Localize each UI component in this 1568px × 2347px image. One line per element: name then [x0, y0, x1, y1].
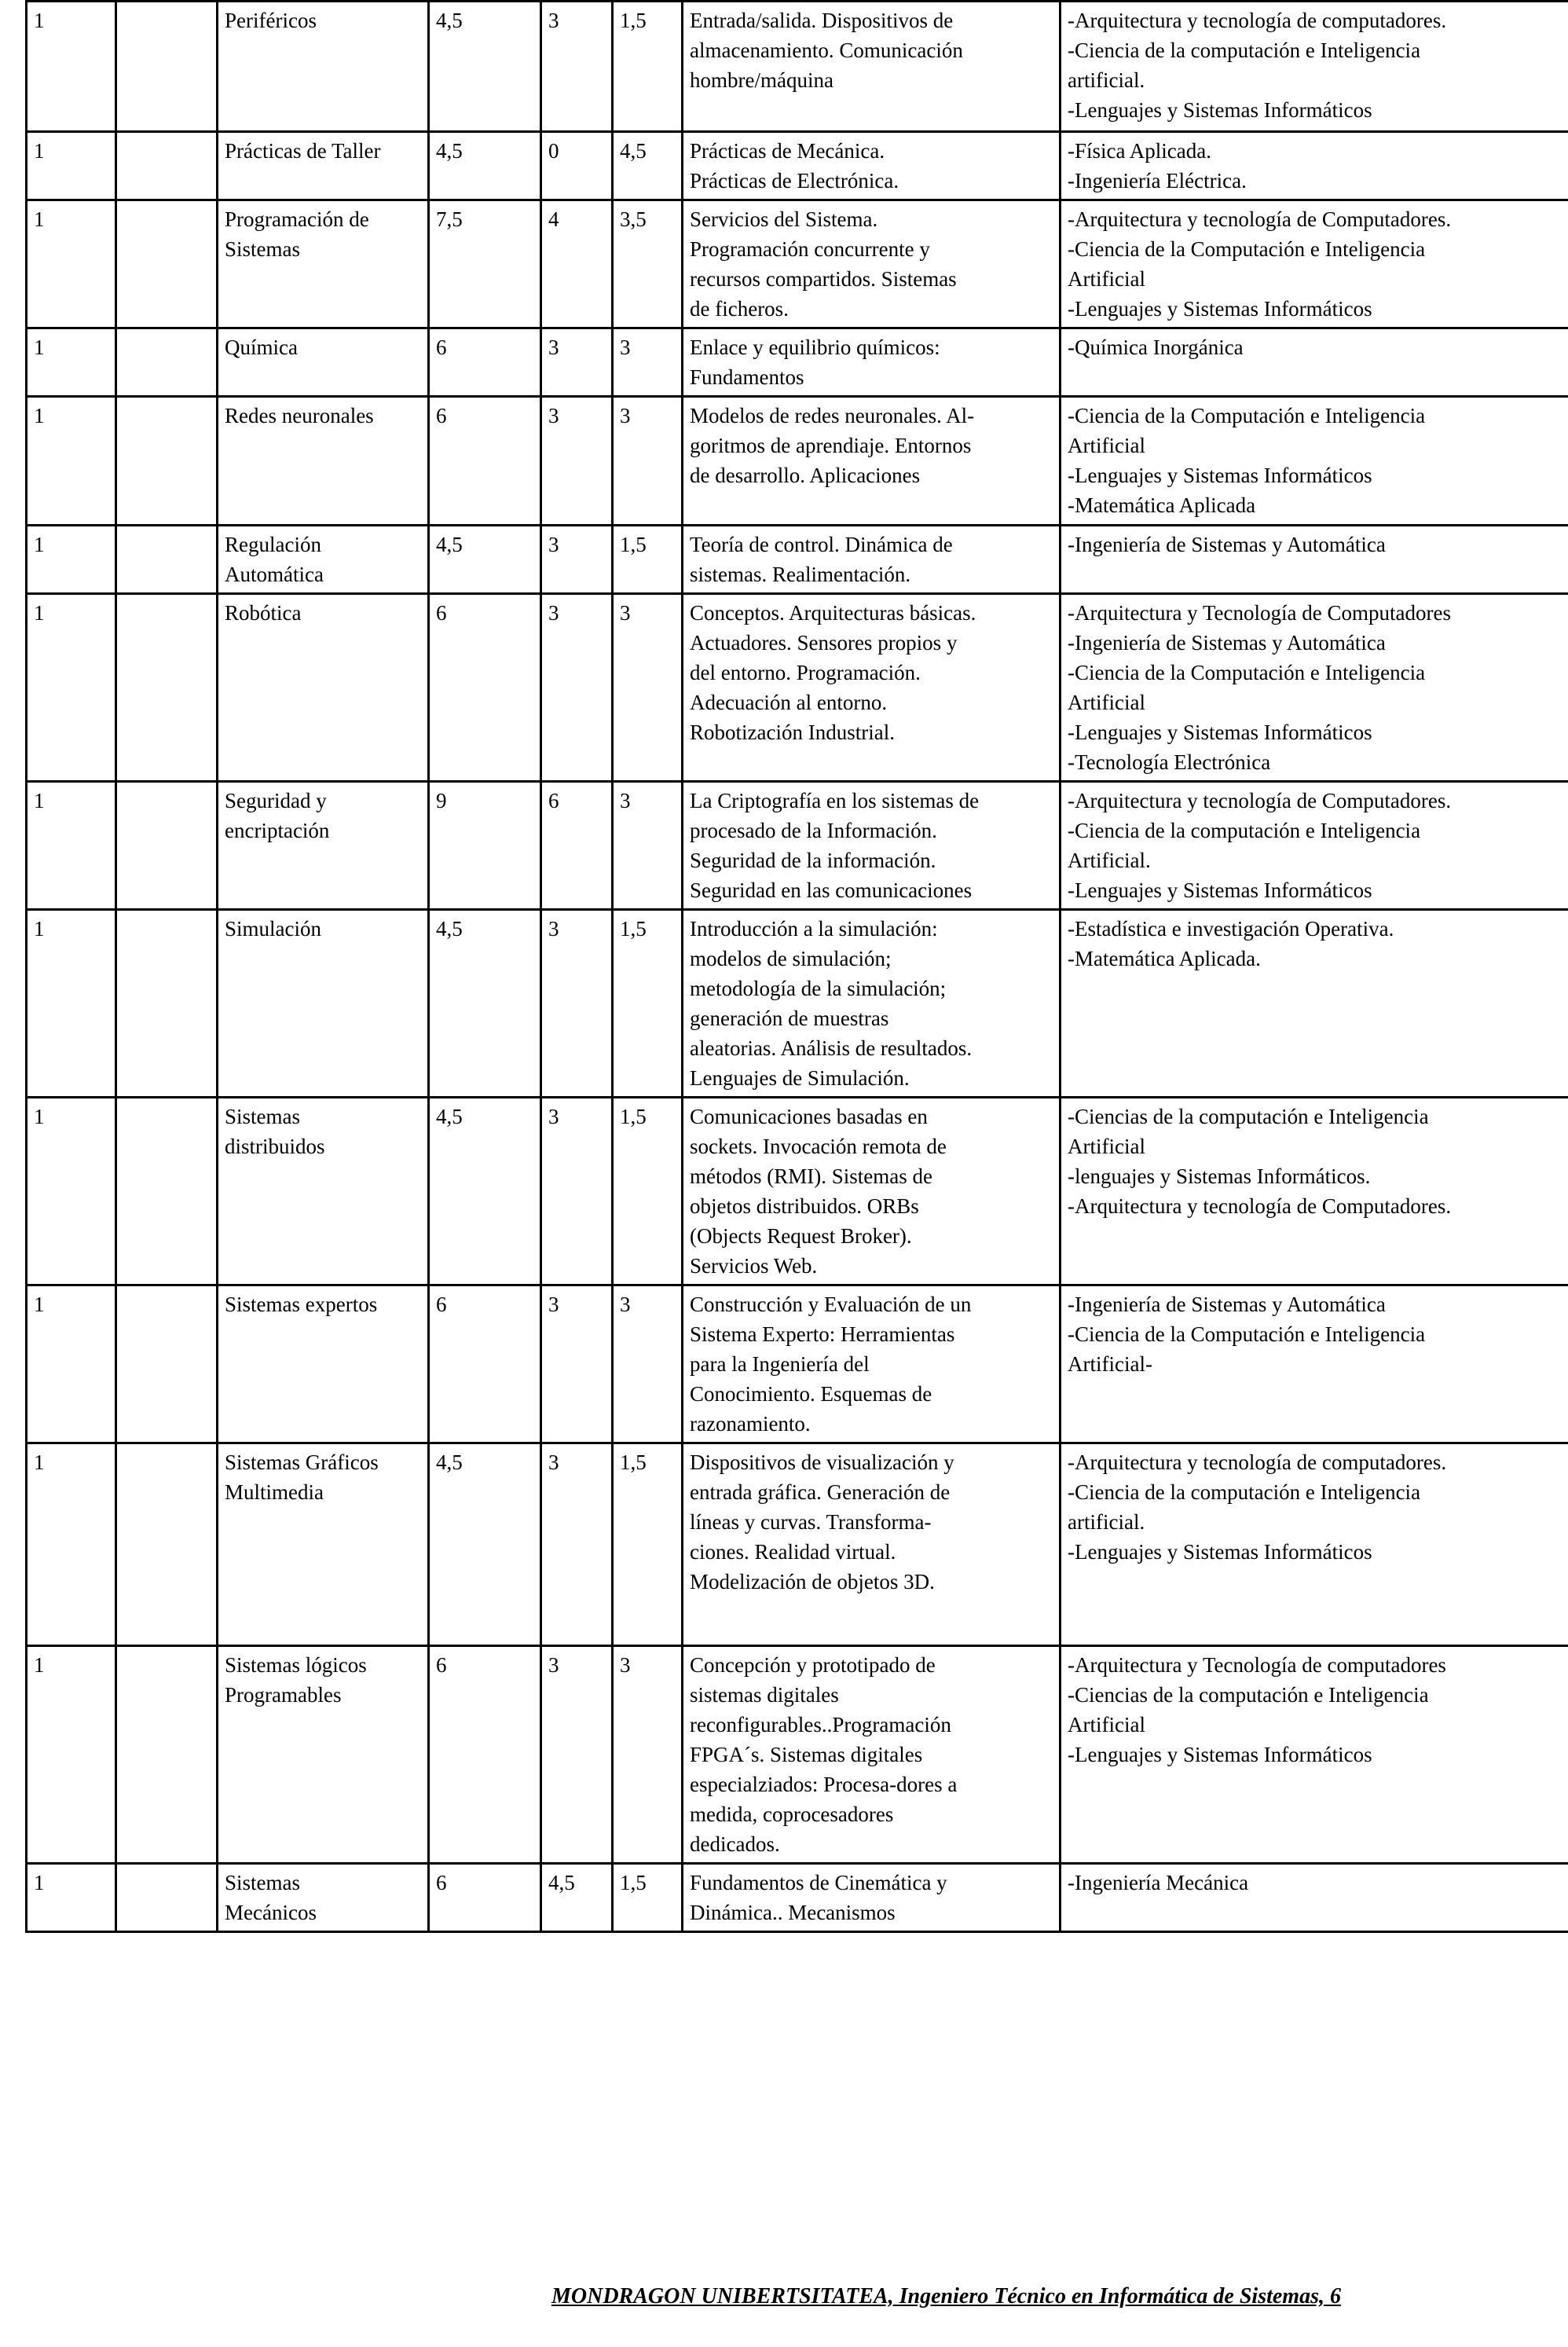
departments-cell — [1061, 132, 1568, 200]
subject-cell — [218, 526, 429, 594]
course-table-body — [27, 2, 1568, 1932]
cell-line: -Lenguajes y Sistemas Informáticos — [1068, 1540, 1372, 1564]
cell-line: almacenamiento. Comunicación — [690, 39, 963, 62]
cell-line: Enlace y equilibrio químicos: — [690, 336, 940, 359]
credits-cell: 6 — [429, 594, 541, 782]
cell-line: sistemas. Realimentación. — [690, 563, 911, 586]
theory-credits-cell: 3 — [541, 1646, 613, 1864]
table-row — [27, 397, 1568, 526]
level-cell: 1 — [27, 526, 116, 594]
theory-credits-cell: 3 — [541, 328, 613, 397]
content-cell — [683, 328, 1061, 397]
cell-line: métodos (RMI). Sistemas de — [690, 1164, 932, 1188]
cell-line: reconfigurables..Programación — [690, 1713, 951, 1736]
blank-cell — [116, 1098, 218, 1285]
cell-line: aleatorias. Análisis de resultados. — [690, 1036, 973, 1060]
cell-line: -Ciencia de la Computación e Inteligencia — [1068, 1322, 1426, 1346]
cell-line: -Ciencia de la Computación e Inteligencia — [1068, 404, 1426, 427]
cell-line: Sistemas lógicos — [225, 1653, 367, 1677]
subject-cell — [218, 594, 429, 782]
cell-line: Fundamentos de Cinemática y — [690, 1871, 947, 1894]
content-cell — [683, 1646, 1061, 1864]
subject-cell — [218, 397, 429, 526]
cell-line: encriptación — [225, 819, 330, 842]
content-cell — [683, 1443, 1061, 1646]
cell-line: Comunicaciones basadas en — [690, 1105, 928, 1128]
cell-line: Sistema Experto: Herramientas — [690, 1322, 955, 1346]
content-cell — [683, 782, 1061, 910]
table-row — [27, 1646, 1568, 1864]
cell-line: Periféricos — [225, 9, 317, 32]
departments-cell — [1061, 1864, 1568, 1932]
cell-line: artificial. — [1068, 1510, 1145, 1534]
cell-line: -Lenguajes y Sistemas Informáticos — [1068, 878, 1372, 902]
cell-line: -Lenguajes y Sistemas Informáticos — [1068, 98, 1372, 122]
cell-line: ciones. Realidad virtual. — [690, 1540, 896, 1564]
subject-cell — [218, 1864, 429, 1932]
cell-line: Artificial — [1068, 267, 1145, 291]
content-cell — [683, 526, 1061, 594]
cell-line: -Ingeniería Eléctrica. — [1068, 169, 1247, 193]
cell-line: FPGA´s. Sistemas digitales — [690, 1743, 923, 1766]
cell-line: procesado de la Información. — [690, 819, 937, 842]
cell-line: metodología de la simulación; — [690, 977, 947, 1000]
cell-line: -Ciencia de la computación e Inteligencia — [1068, 819, 1421, 842]
practice-credits-cell: 3 — [613, 1285, 683, 1443]
departments-cell — [1061, 328, 1568, 397]
theory-credits-cell: 6 — [541, 782, 613, 910]
cell-line: Sistemas Gráficos — [225, 1450, 379, 1474]
credits-cell: 4,5 — [429, 526, 541, 594]
cell-line: -lenguajes y Sistemas Informáticos. — [1068, 1164, 1371, 1188]
cell-line: Artificial — [1068, 691, 1145, 714]
level-cell: 1 — [27, 1864, 116, 1932]
cell-line: -Lenguajes y Sistemas Informáticos — [1068, 297, 1372, 321]
cell-line: -Arquitectura y tecnología de Computadores. — [1068, 1194, 1452, 1218]
cell-line: -Física Aplicada. — [1068, 139, 1211, 163]
credits-cell: 7,5 — [429, 200, 541, 328]
departments-cell — [1061, 1098, 1568, 1285]
content-cell — [683, 1098, 1061, 1285]
cell-line: -Ciencia de la computación e Inteligencia — [1068, 1480, 1421, 1504]
cell-line: Adecuación al entorno. — [690, 691, 888, 714]
cell-line: -Ciencia de la Computación e Inteligencia — [1068, 237, 1426, 261]
blank-cell — [116, 397, 218, 526]
cell-line: especialziados: Procesa-dores a — [690, 1773, 958, 1796]
cell-line: Teoría de control. Dinámica de — [690, 533, 953, 556]
level-cell: 1 — [27, 782, 116, 910]
level-cell: 1 — [27, 200, 116, 328]
departments-cell — [1061, 397, 1568, 526]
practice-credits-cell: 4,5 — [613, 132, 683, 200]
content-cell — [683, 1864, 1061, 1932]
table-row — [27, 594, 1568, 782]
cell-line: -Arquitectura y tecnología de computadores. — [1068, 1450, 1447, 1474]
level-cell: 1 — [27, 1443, 116, 1646]
departments-cell — [1061, 2, 1568, 132]
subject-cell — [218, 1443, 429, 1646]
cell-line: Actuadores. Sensores propios y — [690, 631, 958, 655]
subject-cell — [218, 1285, 429, 1443]
theory-credits-cell: 0 — [541, 132, 613, 200]
departments-cell — [1061, 1285, 1568, 1443]
table-row — [27, 910, 1568, 1098]
cell-line: Prácticas de Electrónica. — [690, 169, 899, 193]
cell-line: Introducción a la simulación: — [690, 917, 938, 941]
cell-line: Programación concurrente y — [690, 237, 930, 261]
cell-line: Servicios del Sistema. — [690, 207, 878, 231]
practice-credits-cell: 3 — [613, 782, 683, 910]
practice-credits-cell: 1,5 — [613, 1098, 683, 1285]
subject-cell — [218, 782, 429, 910]
practice-credits-cell: 3 — [613, 328, 683, 397]
theory-credits-cell: 3 — [541, 1443, 613, 1646]
cell-line: hombre/máquina — [690, 68, 833, 92]
cell-line: dedicados. — [690, 1832, 780, 1856]
cell-line: -Arquitectura y tecnología de Computadores. — [1068, 207, 1452, 231]
cell-line: Artificial- — [1068, 1352, 1152, 1376]
cell-line: Sistemas expertos — [225, 1293, 378, 1316]
cell-line: distribuidos — [225, 1135, 325, 1158]
cell-line: Seguridad en las comunicaciones — [690, 878, 973, 902]
theory-credits-cell: 3 — [541, 910, 613, 1098]
blank-cell — [116, 1285, 218, 1443]
subject-cell — [218, 1646, 429, 1864]
level-cell: 1 — [27, 594, 116, 782]
table-row — [27, 1285, 1568, 1443]
credits-cell: 4,5 — [429, 1443, 541, 1646]
level-cell: 1 — [27, 1098, 116, 1285]
cell-line: razonamiento. — [690, 1412, 811, 1436]
cell-line: Modelización de objetos 3D. — [690, 1570, 935, 1593]
cell-line: de ficheros. — [690, 297, 789, 321]
cell-line: modelos de simulación; — [690, 947, 892, 970]
table-row — [27, 2, 1568, 132]
cell-line: líneas y curvas. Transforma- — [690, 1510, 932, 1534]
cell-line: Concepción y prototipado de — [690, 1653, 936, 1677]
level-cell: 1 — [27, 132, 116, 200]
blank-cell — [116, 132, 218, 200]
cell-line: Robotización Industrial. — [690, 721, 895, 744]
cell-line: Lenguajes de Simulación. — [690, 1066, 910, 1090]
cell-line: para la Ingeniería del — [690, 1352, 870, 1376]
subject-cell — [218, 328, 429, 397]
subject-cell — [218, 200, 429, 328]
cell-line: -Estadística e investigación Operativa. — [1068, 917, 1394, 941]
table-row — [27, 526, 1568, 594]
cell-line: Programación de — [225, 207, 369, 231]
cell-line: La Criptografía en los sistemas de — [690, 789, 980, 812]
practice-credits-cell: 3,5 — [613, 200, 683, 328]
practice-credits-cell: 3 — [613, 1646, 683, 1864]
page-footer: MONDRAGON UNIBERTSITATEA, Ingeniero Técnico en Informática de Sistemas, 6 — [551, 2284, 1341, 2308]
theory-credits-cell: 3 — [541, 397, 613, 526]
cell-line: Regulación — [225, 533, 321, 556]
cell-line: Servicios Web. — [690, 1254, 818, 1278]
cell-line: Prácticas de Mecánica. — [690, 139, 885, 163]
subject-cell — [218, 132, 429, 200]
cell-line: medida, coprocesadores — [690, 1802, 894, 1826]
practice-credits-cell: 1,5 — [613, 1864, 683, 1932]
cell-line: (Objects Request Broker). — [690, 1224, 912, 1248]
cell-line: Dinámica.. Mecanismos — [690, 1901, 896, 1924]
cell-line: Artificial. — [1068, 849, 1151, 872]
cell-line: -Ciencia de la Computación e Inteligencia — [1068, 661, 1426, 684]
level-cell: 1 — [27, 1646, 116, 1864]
theory-credits-cell: 4,5 — [541, 1864, 613, 1932]
credits-cell: 6 — [429, 397, 541, 526]
cell-line: -Ciencias de la computación e Inteligencia — [1068, 1105, 1429, 1128]
blank-cell — [116, 1864, 218, 1932]
cell-line: -Ciencia de la computación e Inteligencia — [1068, 39, 1421, 62]
cell-line: Seguridad y — [225, 789, 327, 812]
cell-line: Multimedia — [225, 1480, 324, 1504]
cell-line: Química — [225, 336, 298, 359]
table-row — [27, 200, 1568, 328]
cell-line: -Ciencias de la computación e Inteligencia — [1068, 1683, 1429, 1707]
cell-line: -Matemática Aplicada. — [1068, 947, 1261, 970]
theory-credits-cell: 3 — [541, 1285, 613, 1443]
cell-line: -Ingeniería de Sistemas y Automática — [1068, 533, 1386, 556]
cell-line: Simulación — [225, 917, 321, 941]
cell-line: goritmos de aprendiaje. Entornos — [690, 434, 972, 457]
table-row — [27, 328, 1568, 397]
cell-line: -Lenguajes y Sistemas Informáticos — [1068, 464, 1372, 487]
practice-credits-cell: 3 — [613, 594, 683, 782]
cell-line: Artificial — [1068, 1713, 1145, 1736]
blank-cell — [116, 526, 218, 594]
cell-line: objetos distribuidos. ORBs — [690, 1194, 919, 1218]
cell-line: Automática — [225, 563, 324, 586]
cell-line: entrada gráfica. Generación de — [690, 1480, 951, 1504]
table-row — [27, 1864, 1568, 1932]
content-cell — [683, 910, 1061, 1098]
cell-line: Construcción y Evaluación de un — [690, 1293, 972, 1316]
subject-cell — [218, 1098, 429, 1285]
cell-line: generación de muestras — [690, 1007, 889, 1030]
table-row — [27, 1443, 1568, 1646]
departments-cell — [1061, 1646, 1568, 1864]
cell-line: -Arquitectura y tecnología de computadores. — [1068, 9, 1447, 32]
theory-credits-cell: 3 — [541, 1098, 613, 1285]
course-table — [25, 0, 1568, 1933]
cell-line: de desarrollo. Aplicaciones — [690, 464, 921, 487]
cell-line: Redes neuronales — [225, 404, 374, 427]
cell-line: Sistemas — [225, 237, 301, 261]
departments-cell — [1061, 1443, 1568, 1646]
departments-cell — [1061, 910, 1568, 1098]
blank-cell — [116, 1443, 218, 1646]
cell-line: Conocimiento. Esquemas de — [690, 1382, 932, 1406]
content-cell — [683, 594, 1061, 782]
theory-credits-cell: 4 — [541, 200, 613, 328]
content-cell — [683, 1285, 1061, 1443]
cell-line: Sistemas — [225, 1871, 301, 1894]
practice-credits-cell: 1,5 — [613, 910, 683, 1098]
table-row — [27, 1098, 1568, 1285]
level-cell: 1 — [27, 910, 116, 1098]
departments-cell — [1061, 782, 1568, 910]
departments-cell — [1061, 594, 1568, 782]
cell-line: -Lenguajes y Sistemas Informáticos — [1068, 721, 1372, 744]
cell-line: -Arquitectura y Tecnología de Computadores — [1068, 601, 1451, 625]
cell-line: Sistemas — [225, 1105, 301, 1128]
theory-credits-cell: 3 — [541, 526, 613, 594]
cell-line: Conceptos. Arquitecturas básicas. — [690, 601, 976, 625]
credits-cell: 6 — [429, 1646, 541, 1864]
practice-credits-cell: 1,5 — [613, 1443, 683, 1646]
blank-cell — [116, 328, 218, 397]
cell-line: recursos compartidos. Sistemas — [690, 267, 957, 291]
blank-cell — [116, 782, 218, 910]
blank-cell — [116, 2, 218, 132]
practice-credits-cell: 3 — [613, 397, 683, 526]
credits-cell: 4,5 — [429, 132, 541, 200]
theory-credits-cell: 3 — [541, 594, 613, 782]
level-cell: 1 — [27, 2, 116, 132]
credits-cell: 6 — [429, 328, 541, 397]
content-cell — [683, 132, 1061, 200]
cell-line: sockets. Invocación remota de — [690, 1135, 947, 1158]
subject-cell — [218, 910, 429, 1098]
cell-line: -Tecnología Electrónica — [1068, 750, 1271, 774]
level-cell: 1 — [27, 328, 116, 397]
cell-line: -Ingeniería de Sistemas y Automática — [1068, 631, 1386, 655]
cell-line: Mecánicos — [225, 1901, 317, 1924]
practice-credits-cell: 1,5 — [613, 526, 683, 594]
credits-cell: 6 — [429, 1285, 541, 1443]
level-cell: 1 — [27, 397, 116, 526]
cell-line: Robótica — [225, 601, 302, 625]
blank-cell — [116, 910, 218, 1098]
cell-line: del entorno. Programación. — [690, 661, 921, 684]
theory-credits-cell: 3 — [541, 2, 613, 132]
blank-cell — [116, 594, 218, 782]
cell-line: Dispositivos de visualización y — [690, 1450, 954, 1474]
table-row — [27, 132, 1568, 200]
cell-line: sistemas digitales — [690, 1683, 839, 1707]
credits-cell: 4,5 — [429, 2, 541, 132]
departments-cell — [1061, 200, 1568, 328]
cell-line: Programables — [225, 1683, 342, 1707]
cell-line: -Lenguajes y Sistemas Informáticos — [1068, 1743, 1372, 1766]
cell-line: Artificial — [1068, 434, 1145, 457]
credits-cell: 6 — [429, 1864, 541, 1932]
cell-line: -Arquitectura y Tecnología de computadores — [1068, 1653, 1446, 1677]
cell-line: -Ingeniería de Sistemas y Automática — [1068, 1293, 1386, 1316]
content-cell — [683, 200, 1061, 328]
cell-line: -Ingeniería Mecánica — [1068, 1871, 1249, 1894]
credits-cell: 9 — [429, 782, 541, 910]
cell-line: Entrada/salida. Dispositivos de — [690, 9, 954, 32]
cell-line: Fundamentos — [690, 365, 804, 389]
cell-line: Artificial — [1068, 1135, 1145, 1158]
subject-cell — [218, 2, 429, 132]
level-cell: 1 — [27, 1285, 116, 1443]
cell-line: artificial. — [1068, 68, 1145, 92]
blank-cell — [116, 200, 218, 328]
blank-cell — [116, 1646, 218, 1864]
cell-line: Prácticas de Taller — [225, 139, 381, 163]
cell-line: -Matemática Aplicada — [1068, 493, 1256, 517]
credits-cell: 4,5 — [429, 1098, 541, 1285]
departments-cell — [1061, 526, 1568, 594]
credits-cell: 4,5 — [429, 910, 541, 1098]
practice-credits-cell: 1,5 — [613, 2, 683, 132]
content-cell — [683, 397, 1061, 526]
cell-line: -Arquitectura y tecnología de Computadores. — [1068, 789, 1452, 812]
cell-line: -Química Inorgánica — [1068, 336, 1244, 359]
cell-line: Modelos de redes neuronales. Al- — [690, 404, 975, 427]
content-cell — [683, 2, 1061, 132]
table-row — [27, 782, 1568, 910]
cell-line: Seguridad de la información. — [690, 849, 936, 872]
